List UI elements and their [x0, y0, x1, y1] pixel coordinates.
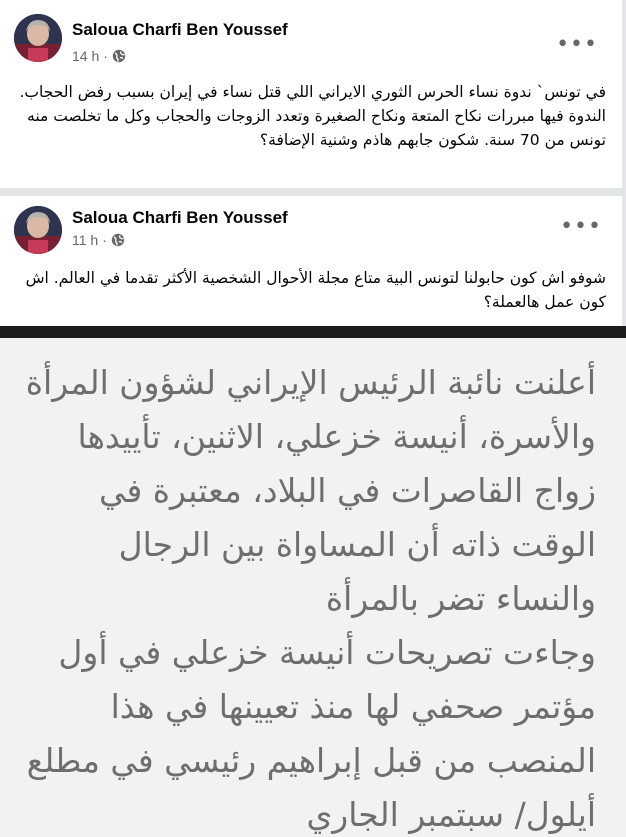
globe-icon[interactable] [111, 233, 125, 247]
post-1 [0, 0, 622, 188]
post-time[interactable]: 14 h [72, 48, 100, 64]
author-avatar[interactable] [14, 206, 62, 254]
author-avatar[interactable] [14, 14, 62, 62]
post-meta [72, 48, 126, 64]
post-time[interactable]: 11 h [72, 232, 99, 248]
post-text: في تونس` ندوة نساء الحرس الثوري الايراني اللي قتل نساء في إيران بسبب رفض الحجاب. الندوة فيها مبررات نكاح المتعة ونكاح الصغيرة وتعدد الزوجات والحجاب وكل ما تخلصت منه تونس من 70 سنة. شكون جابهم هاذم وشنية الإضافة؟ [19, 83, 606, 149]
meta-separator: · [103, 48, 108, 64]
image-paragraph-2: وجاءت تصريحات أنيسة خزعلي في أول مؤتمر صحفي لها منذ تعيينها في هذا المنصب من قبل إبراهيم رئيسي في مطلع أيلول/ سبتمبر الجاري [26, 633, 596, 834]
image-paragraph-1: أعلنت نائبة الرئيس الإيراني لشؤون المرأة والأسرة، أنيسة خزعلي، الاثنين، تأييدها زواج القاصرات في البلاد، معتبرة في الوقت ذاته أن المساواة بين الرجال والنساء تضر بالمرأة [25, 363, 596, 618]
meta-separator: · [102, 232, 107, 248]
globe-icon[interactable] [112, 49, 126, 63]
image-top-border [0, 326, 626, 338]
post-image[interactable] [0, 338, 626, 837]
more-options-icon[interactable]: ••• [556, 32, 598, 57]
author-name[interactable]: Saloua Charfi Ben Youssef [72, 208, 288, 227]
post-meta [72, 232, 125, 248]
avatar-image [14, 14, 62, 62]
avatar-image [14, 206, 62, 254]
more-options-icon[interactable]: ••• [560, 214, 602, 239]
author-name[interactable]: Saloua Charfi Ben Youssef [72, 20, 288, 39]
post-text: شوفو اش كون حابولنا لتونس البية متاع مجلة الأحوال الشخصية الأكثر تقدما في العالم. اش كون عمل هالعملة؟ [25, 269, 606, 311]
